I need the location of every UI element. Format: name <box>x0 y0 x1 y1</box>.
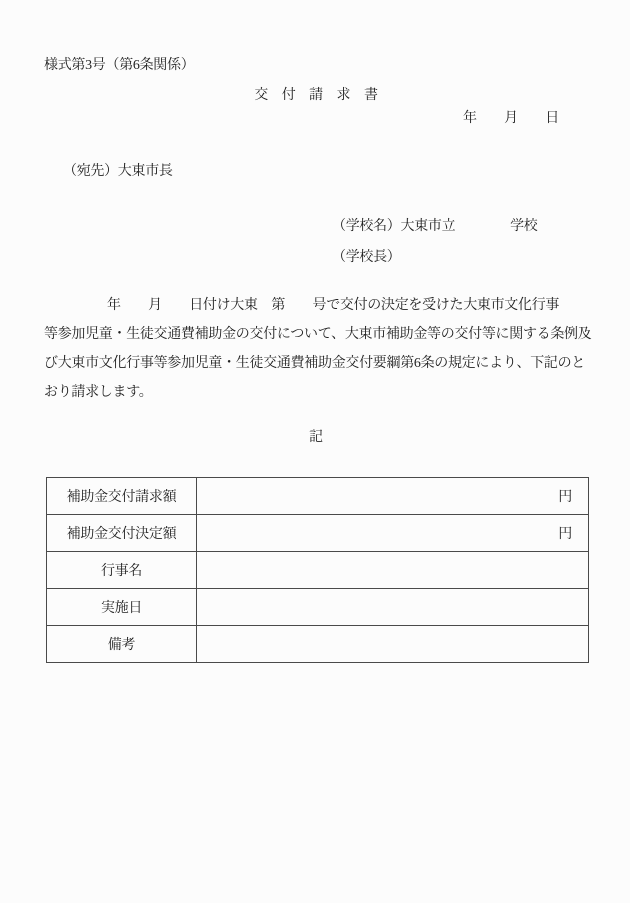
body-line-3: び大東市文化行事等参加児童・生徒交通費補助金交付要綱第6条の規定により、下記のと <box>44 356 585 371</box>
date-line: 年 月 日 <box>463 111 559 126</box>
unit-label: 円 <box>558 490 572 505</box>
form-number: 様式第3号（第6条関係） <box>44 58 195 73</box>
table-row-event-name <box>47 552 589 589</box>
ki-heading: 記 <box>309 430 323 445</box>
request-table <box>46 477 589 663</box>
table-row-implementation-date <box>47 589 589 626</box>
unit-label: 円 <box>558 527 572 542</box>
row-value-cell <box>197 515 589 552</box>
row-value-cell <box>197 478 589 515</box>
row-value-cell <box>197 589 589 626</box>
row-label: 実施日 <box>47 589 197 626</box>
school-name-line: （学校名）大東市立 学校 <box>332 219 538 234</box>
table-row-remarks <box>47 626 589 663</box>
table-row-decided-amount <box>47 515 589 552</box>
row-label: 備考 <box>47 626 197 663</box>
row-label: 行事名 <box>47 552 197 589</box>
document-title: 交 付 請 求 書 <box>254 88 378 103</box>
body-line-1: 年 月 日付け大東 第 号で交付の決定を受けた大東市文化行事 <box>107 298 560 313</box>
row-value-cell <box>197 626 589 663</box>
row-value-cell <box>197 552 589 589</box>
addressee-line: （宛先）大東市長 <box>63 164 173 179</box>
body-line-4: おり請求します。 <box>44 385 153 400</box>
table-row-requested-amount <box>47 478 589 515</box>
school-principal-line: （学校長） <box>332 250 401 265</box>
row-label: 補助金交付決定額 <box>47 515 197 552</box>
body-paragraph <box>44 291 596 407</box>
body-line-2: 等参加児童・生徒交通費補助金の交付について、大東市補助金等の交付等に関する条例及 <box>44 327 592 342</box>
row-label: 補助金交付請求額 <box>47 478 197 515</box>
